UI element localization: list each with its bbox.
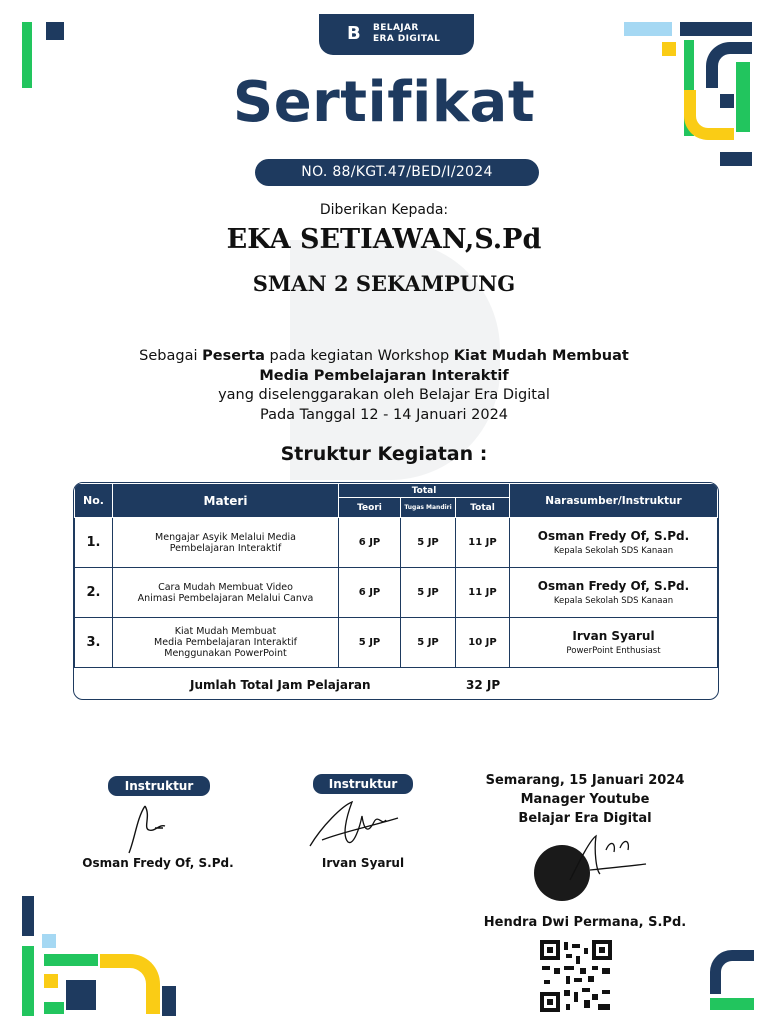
description-line-4: Pada Tanggal 12 - 14 Januari 2024 — [259, 407, 509, 423]
structure-heading: Struktur Kegiatan : — [280, 443, 488, 465]
tugas-cell: 5 JP — [401, 568, 456, 618]
tugas-cell: 5 JP — [401, 618, 456, 668]
header-total-group: Total — [339, 484, 510, 498]
place-date: Semarang, 15 Januari 2024 — [485, 773, 685, 788]
row-number: 3. — [75, 618, 113, 668]
narasumber-cell: Osman Fredy Of, S.Pd. Kepala Sekolah SDS Kanaan — [510, 518, 718, 568]
description-line-2: Media Pembelajaran Interaktif — [259, 368, 509, 384]
brand-mark-icon: B — [347, 23, 361, 44]
instructor-badge-1: Instruktur — [108, 776, 210, 796]
manager-signature-image — [560, 830, 650, 890]
tugas-cell: 5 JP — [401, 518, 456, 568]
qr-code-icon — [540, 940, 612, 1012]
header-total: Total — [456, 498, 510, 518]
certificate-title: Sertifikat — [232, 70, 536, 135]
signature-2-image — [302, 796, 412, 856]
row-number: 1. — [75, 518, 113, 568]
narasumber-cell: Irvan Syarul PowerPoint Enthusiast — [510, 618, 718, 668]
header-narasumber: Narasumber/Instruktur — [510, 484, 718, 518]
decor-bottom-left — [22, 896, 178, 1018]
teori-cell: 6 JP — [339, 568, 401, 618]
header-teori: Teori — [339, 498, 401, 518]
recipient-name: EKA SETIAWAN,S.Pd — [226, 224, 542, 255]
manager-signature-block — [470, 771, 700, 828]
manager-position-2: Belajar Era Digital — [518, 811, 652, 826]
manager-position-1: Manager Youtube — [520, 792, 650, 807]
decor-bottom-right — [710, 950, 754, 1020]
materi-cell: Mengajar Asyik Melalui Media Pembelajaran Interaktif — [113, 518, 339, 568]
recipient-school: SMAN 2 SEKAMPUNG — [252, 271, 516, 296]
signature-1-image — [115, 798, 185, 858]
materi-cell: Kiat Mudah Membuat Media Pembelajaran Interaktif Menggunakan PowerPoint — [113, 618, 339, 668]
header-materi: Materi — [113, 484, 339, 518]
instructor-1-name: Osman Fredy Of, S.Pd. — [82, 856, 234, 870]
instructor-2-name: Irvan Syarul — [321, 856, 405, 870]
materi-cell: Cara Mudah Membuat Video Animasi Pembelajaran Melalui Canva — [113, 568, 339, 618]
certificate-number: NO. 88/KGT.47/BED/I/2024 — [255, 159, 539, 186]
header-tugas: Tugas Mandiri — [401, 498, 456, 518]
narasumber-cell: Osman Fredy Of, S.Pd. Kepala Sekolah SDS Kanaan — [510, 568, 718, 618]
header-no: No. — [75, 484, 113, 518]
total-cell: 10 JP — [456, 618, 510, 668]
given-to-label: Diberikan Kepada: — [319, 202, 449, 218]
description-line-1: Sebagai Peserta pada kegiatan Workshop Kiat Mudah Membuat — [139, 348, 629, 364]
teori-cell: 5 JP — [339, 618, 401, 668]
table-row — [75, 518, 718, 568]
brand-logo-badge — [319, 14, 474, 55]
teori-cell: 6 JP — [339, 518, 401, 568]
manager-name: Hendra Dwi Permana, S.Pd. — [483, 915, 687, 930]
total-cell: 11 JP — [456, 518, 510, 568]
activity-table — [73, 482, 719, 700]
table-row — [75, 618, 718, 668]
total-hours-label: Jumlah Total Jam Pelajaran — [190, 678, 371, 692]
brand-text: BELAJAR ERA DIGITAL — [373, 23, 441, 44]
table-row — [75, 568, 718, 618]
row-number: 2. — [75, 568, 113, 618]
description-line-3: yang diselenggarakan oleh Belajar Era Digital — [218, 387, 550, 403]
instructor-badge-2: Instruktur — [313, 774, 413, 794]
total-hours-value: 32 JP — [466, 678, 501, 692]
total-cell: 11 JP — [456, 568, 510, 618]
